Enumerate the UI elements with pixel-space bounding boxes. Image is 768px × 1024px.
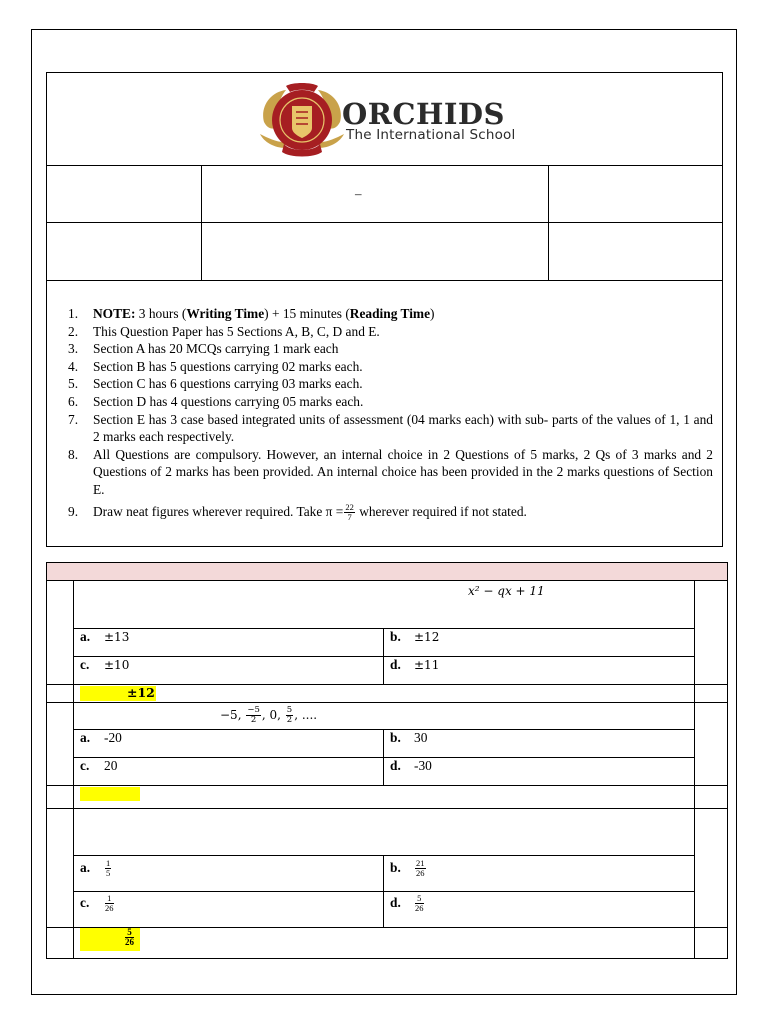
q1-option-b: b. ±12 xyxy=(390,629,440,644)
instruction-item xyxy=(68,340,713,358)
q3-option-b: b. $\frac{21}{26}$ xyxy=(390,858,425,878)
q3-answer: $\frac{5}{26}$ xyxy=(125,927,134,947)
instruction-item xyxy=(68,323,713,341)
instruction-number: 3. xyxy=(68,341,79,357)
q1-expression: x² − qx + 11 xyxy=(468,584,545,598)
instruction-number: 2. xyxy=(68,323,79,339)
header-dash: – xyxy=(355,186,362,201)
instruction-text: All Questions are compulsory. However, an internal choice in 2 Questions of 5 marks, 2 Qs of 3 marks and 2 Questions of 2 marks has been provided. An internal choice has been provided in the 2 marks questions of Section E. xyxy=(93,446,713,497)
q3-option-a: a. $\frac{1}{5}$ xyxy=(80,858,111,878)
q2-option-b: b. 30 xyxy=(390,730,428,745)
instruction-number: 6. xyxy=(68,393,79,409)
instructions-list xyxy=(68,305,713,522)
instruction-number: 8. xyxy=(68,446,79,462)
q2-option-d: d. -30 xyxy=(390,758,432,773)
school-name: ORCHIDS xyxy=(342,97,505,131)
q1-option-d: d. ±11 xyxy=(390,657,440,672)
q2-sequence: −5, $\frac{-5}{2}$ , 0, $\frac{5}{2}$ , .... xyxy=(220,705,318,725)
instruction-text: Section C has 6 questions carrying 03 marks each. xyxy=(93,376,363,392)
instruction-text: Section E has 3 case based integrated units of assessment (04 marks each) with sub- parts of the values of 1, 1 and 2 marks each respectively. xyxy=(93,411,713,445)
instruction-text: This Question Paper has 5 Sections A, B, C, D and E. xyxy=(93,323,380,339)
instruction-item xyxy=(68,305,713,323)
q1-option-c: c. ±10 xyxy=(80,657,130,672)
question-table xyxy=(46,580,728,959)
instruction-number: 1. xyxy=(68,306,79,321)
q2-option-c: c. 20 xyxy=(80,758,118,773)
instruction-item xyxy=(68,393,713,411)
q2-answer-highlight xyxy=(80,787,140,801)
q1-answer: ±12 xyxy=(127,685,155,700)
instruction-item xyxy=(68,446,713,499)
q3-option-c: c. $\frac{1}{26}$ xyxy=(80,893,114,913)
q2-option-a: a. -20 xyxy=(80,730,122,745)
instruction-number: 4. xyxy=(68,358,79,374)
instruction-item xyxy=(68,375,713,393)
instruction-number: 5. xyxy=(68,376,79,392)
instruction-text: Draw neat figures wherever required. Take π = $\frac{22}{7}$ wherever required if not stated. xyxy=(93,501,527,522)
instruction-item xyxy=(68,358,713,376)
instruction-text: Section A has 20 MCQs carrying 1 mark each xyxy=(93,341,339,357)
instruction-text: Section D has 4 questions carrying 05 marks each. xyxy=(93,393,364,409)
school-subtitle: The International School xyxy=(346,127,516,143)
instruction-text: NOTE: 3 hours (Writing Time) + 15 minutes (Reading Time) xyxy=(93,306,435,321)
section-header-band xyxy=(46,562,728,581)
q3-option-d: d. $\frac{5}{26}$ xyxy=(390,893,424,913)
q1-option-a: a. ±13 xyxy=(80,629,130,644)
instruction-number: 7. xyxy=(68,411,79,427)
instruction-text: Section B has 5 questions carrying 02 marks each. xyxy=(93,358,363,374)
instruction-item xyxy=(68,411,713,446)
instruction-number: 9. xyxy=(68,503,79,519)
instruction-item xyxy=(68,503,713,522)
